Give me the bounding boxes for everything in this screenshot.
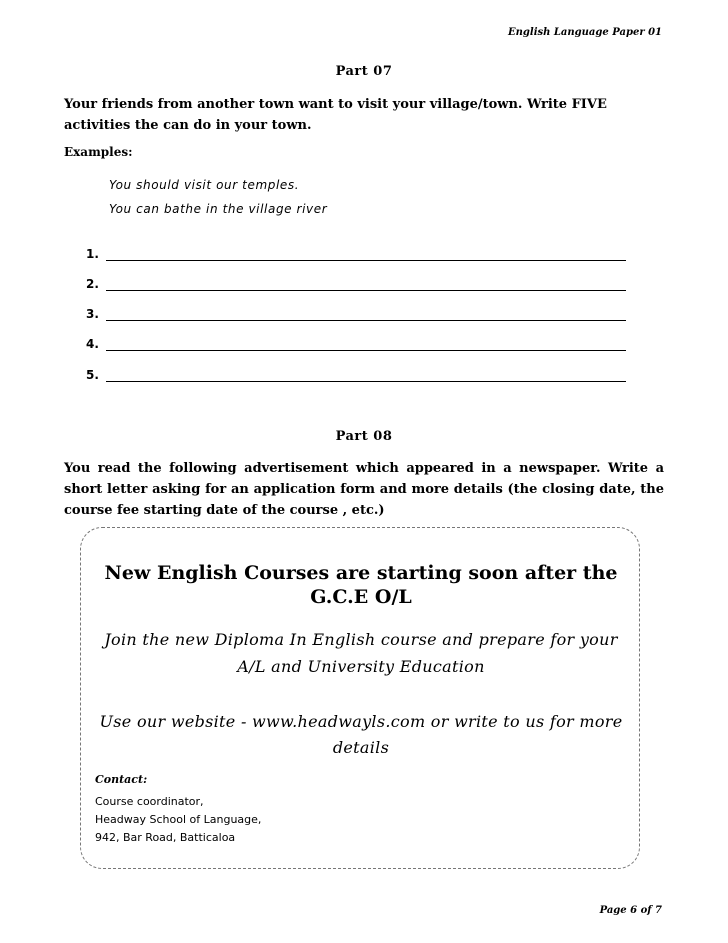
contact-label: Contact: xyxy=(95,773,148,786)
answer-line-2[interactable] xyxy=(86,277,626,293)
page-number: Page 6 of 7 xyxy=(599,905,662,916)
answer-number-5: 5. xyxy=(86,368,99,382)
answer-line-3[interactable] xyxy=(86,307,626,323)
ad-diploma-line-2: A/L and University Education xyxy=(237,657,485,676)
ad-website-line-1: Use our website - www.headwayls.com or write to us for more xyxy=(99,712,623,731)
part-08-title: Part 08 xyxy=(335,429,393,444)
part-07-title: Part 07 xyxy=(335,64,393,79)
answer-line-4[interactable] xyxy=(86,337,626,353)
answer-blank-1[interactable] xyxy=(106,260,626,261)
answer-line-5[interactable] xyxy=(86,368,626,384)
ad-headline-line-2: G.C.E O/L xyxy=(310,586,412,608)
answer-number-3: 3. xyxy=(86,307,99,321)
contact-line-3: 942, Bar Road, Batticaloa xyxy=(95,831,236,844)
answer-number-2: 2. xyxy=(86,277,99,291)
contact-line-1: Course coordinator, xyxy=(95,795,204,808)
answer-number-1: 1. xyxy=(86,247,99,261)
advertisement-box xyxy=(80,527,640,869)
example-1: You should visit our temples. xyxy=(109,178,300,192)
answer-blank-2[interactable] xyxy=(106,290,626,291)
part-07-instruction: Your friends from another town want to visit your village/town. Write FIVE activities the can do in your town. xyxy=(64,97,607,133)
contact-line-2: Headway School of Language, xyxy=(95,813,262,826)
example-2: You can bathe in the village river xyxy=(109,202,328,216)
ad-diploma-line-1: Join the new Diploma In English course and prepare for your xyxy=(104,630,618,649)
part-08-instruction: You read the following advertisement which appeared in a newspaper. Write a short letter asking for an application form and more details (the closing date, the course fee starting date of the course , etc.) xyxy=(64,461,664,518)
answer-blank-5[interactable] xyxy=(106,381,626,382)
answer-line-1[interactable] xyxy=(86,247,626,263)
ad-headline-line-1: New English Courses are starting soon after the xyxy=(104,562,618,584)
answer-blank-4[interactable] xyxy=(106,350,626,351)
answer-number-4: 4. xyxy=(86,337,99,351)
ad-website-line-2: details xyxy=(332,738,390,757)
paper-title-header: English Language Paper 01 xyxy=(508,27,662,38)
examples-label: Examples: xyxy=(64,145,133,159)
answer-blank-3[interactable] xyxy=(106,320,626,321)
